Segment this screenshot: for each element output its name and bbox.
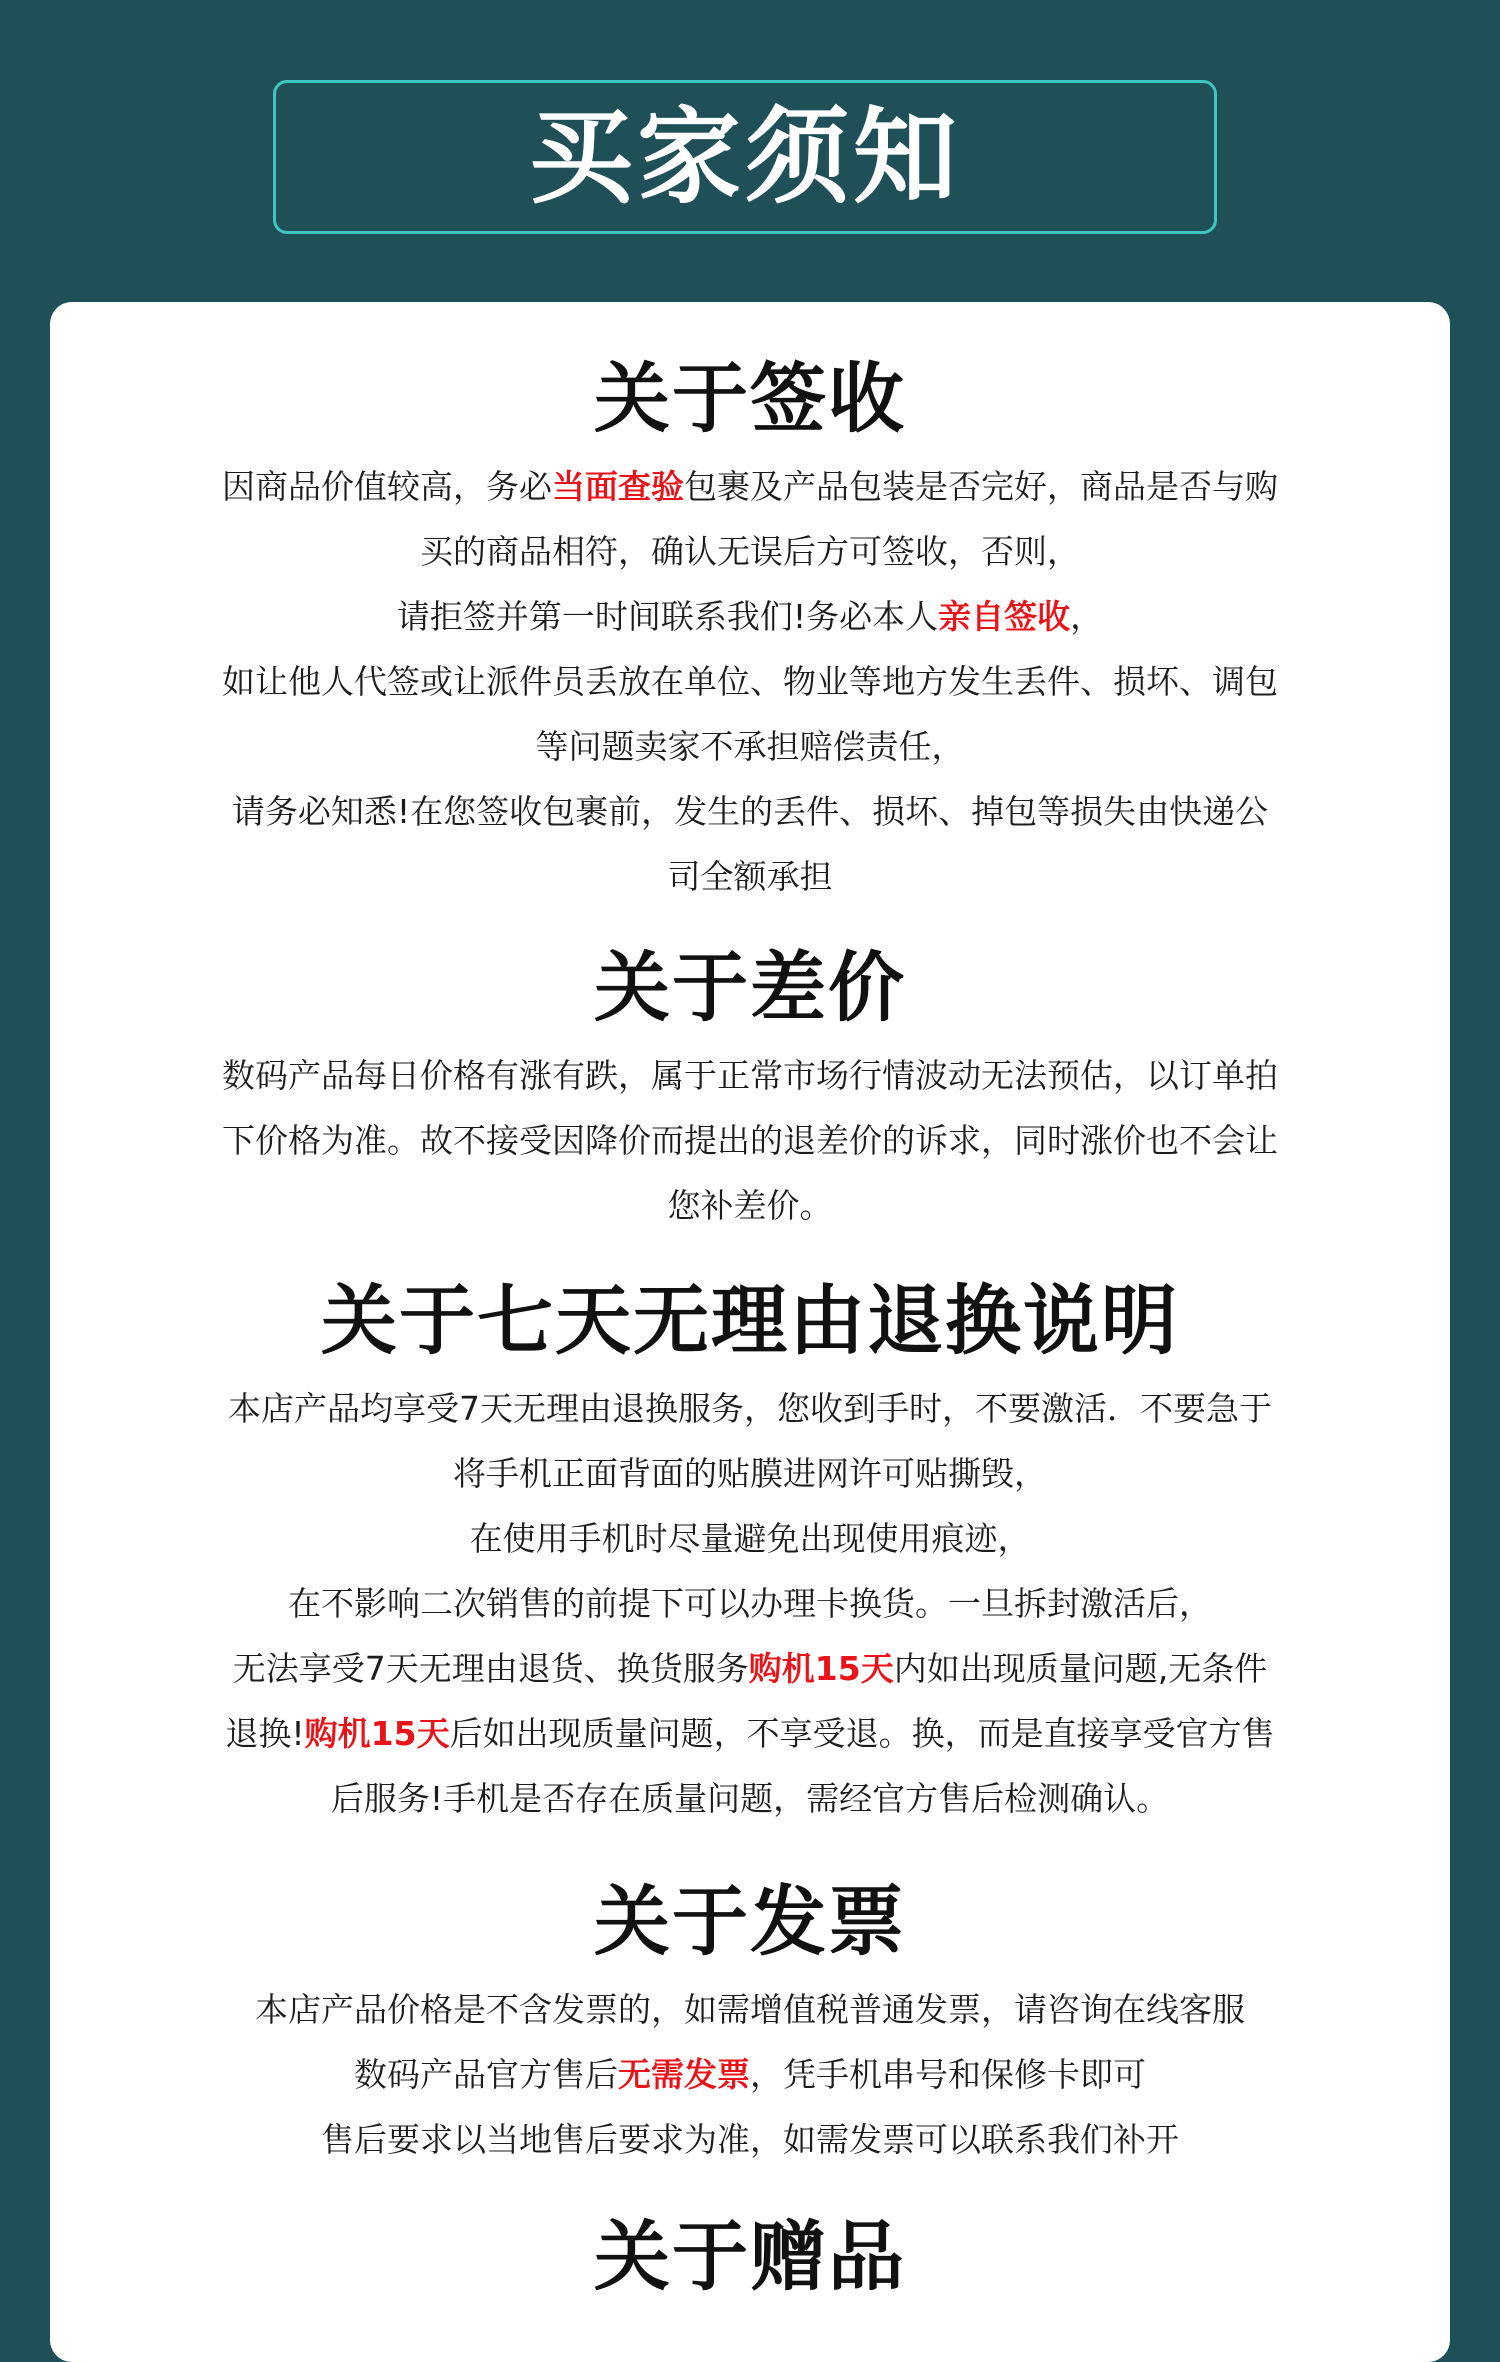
body-text: 内如出现质量问题,无条件 bbox=[893, 1649, 1268, 1688]
body-text: 后如出现质量问题，不享受退。换，而是直接享受官方售 bbox=[449, 1714, 1275, 1753]
text-line bbox=[200, 1173, 1300, 1238]
text-line bbox=[200, 1571, 1300, 1636]
text-line bbox=[200, 2107, 1300, 2172]
body-text: 数码产品每日价格有涨有跌，属于正常市场行情波动无法预估，以订单拍 bbox=[222, 1056, 1278, 1095]
page-title-box bbox=[273, 80, 1217, 234]
body-text: 您补差价。 bbox=[667, 1186, 833, 1225]
section-signing bbox=[200, 344, 1300, 909]
body-text: 等问题卖家不承担赔偿责任， bbox=[535, 727, 965, 766]
section-price-difference bbox=[200, 933, 1300, 1238]
page-title: 买家须知 bbox=[528, 96, 961, 218]
body-text: 司全额承担 bbox=[667, 857, 833, 896]
section-title: 关于赠品 bbox=[594, 2212, 906, 2301]
body-text: 后服务!手机是否存在质量问题，需经官方售后检测确认。 bbox=[330, 1779, 1170, 1818]
body-text: 在不影响二次销售的前提下可以办理卡换货。一旦拆封激活后， bbox=[288, 1584, 1212, 1623]
body-text: 买的商品相符，确认无误后方可签收，否则， bbox=[420, 532, 1080, 571]
section-title: 关于发票 bbox=[594, 1877, 906, 1966]
body-text: 请务必知悉!在您签收包裹前，发生的丢件、损坏、掉包等损失由快递公 bbox=[231, 792, 1269, 831]
body-text: 如让他人代签或让派件员丢放在单位、物业等地方发生丢件、损坏、调包 bbox=[222, 662, 1278, 701]
text-line bbox=[200, 649, 1300, 714]
text-line bbox=[200, 1108, 1300, 1173]
body-text: 在使用手机时尽量避免出现使用痕迹， bbox=[469, 1519, 1031, 1558]
text-line bbox=[200, 1506, 1300, 1571]
text-line bbox=[200, 1441, 1300, 1506]
text-line bbox=[200, 779, 1300, 844]
text-line bbox=[200, 1043, 1300, 1108]
notice-card bbox=[50, 302, 1450, 2362]
text-line bbox=[200, 454, 1300, 519]
section-body bbox=[200, 1977, 1300, 2172]
body-text: ， bbox=[1070, 597, 1104, 636]
text-line bbox=[200, 584, 1300, 649]
highlight-text: 购机15天 bbox=[304, 1714, 450, 1753]
body-text: 退换! bbox=[225, 1714, 305, 1753]
section-title: 关于差价 bbox=[594, 943, 906, 1032]
body-text: 售后要求以当地售后要求为准，如需发票可以联系我们补开 bbox=[321, 2120, 1179, 2159]
body-text: 因商品价值较高，务必 bbox=[222, 467, 552, 506]
body-text: 包裹及产品包装是否完好，商品是否与购 bbox=[684, 467, 1278, 506]
highlight-text: 购机15天 bbox=[748, 1649, 894, 1688]
body-text: 数码产品官方售后 bbox=[354, 2055, 618, 2094]
section-invoice bbox=[200, 1867, 1300, 2172]
section-body bbox=[200, 1043, 1300, 1238]
text-line bbox=[200, 519, 1300, 584]
body-text: 将手机正面背面的贴膜进网许可贴撕毁， bbox=[453, 1454, 1047, 1493]
section-title: 关于签收 bbox=[594, 354, 906, 443]
body-text: 本店产品价格是不含发票的，如需增值税普通发票，请咨询在线客服 bbox=[255, 1990, 1245, 2029]
text-line bbox=[200, 1376, 1300, 1441]
body-text: 下价格为准。故不接受因降价而提出的退差价的诉求，同时涨价也不会让 bbox=[222, 1121, 1278, 1160]
text-line bbox=[200, 1766, 1300, 1831]
section-seven-day-return bbox=[200, 1266, 1300, 1831]
section-body bbox=[200, 454, 1300, 909]
section-title: 关于七天无理由退换说明 bbox=[321, 1276, 1179, 1365]
body-text: ，凭手机串号和保修卡即可 bbox=[750, 2055, 1146, 2094]
body-text: 请拒签并第一时间联系我们!务必本人 bbox=[396, 597, 939, 636]
text-line bbox=[200, 1636, 1300, 1701]
highlight-text: 当面查验 bbox=[552, 467, 684, 506]
text-line bbox=[200, 844, 1300, 909]
highlight-text: 亲自签收 bbox=[938, 597, 1071, 636]
highlight-text: 无需发票 bbox=[618, 2055, 750, 2094]
section-body bbox=[200, 1376, 1300, 1831]
body-text: 本店产品均享受7天无理由退换服务，您收到手时，不要激活．不要急于 bbox=[228, 1389, 1272, 1428]
text-line bbox=[200, 714, 1300, 779]
text-line bbox=[200, 1977, 1300, 2042]
body-text: 无法享受7天无理由退货、换货服务 bbox=[232, 1649, 749, 1688]
section-gifts bbox=[200, 2202, 1300, 2301]
text-line bbox=[200, 2042, 1300, 2107]
text-line bbox=[200, 1701, 1300, 1766]
